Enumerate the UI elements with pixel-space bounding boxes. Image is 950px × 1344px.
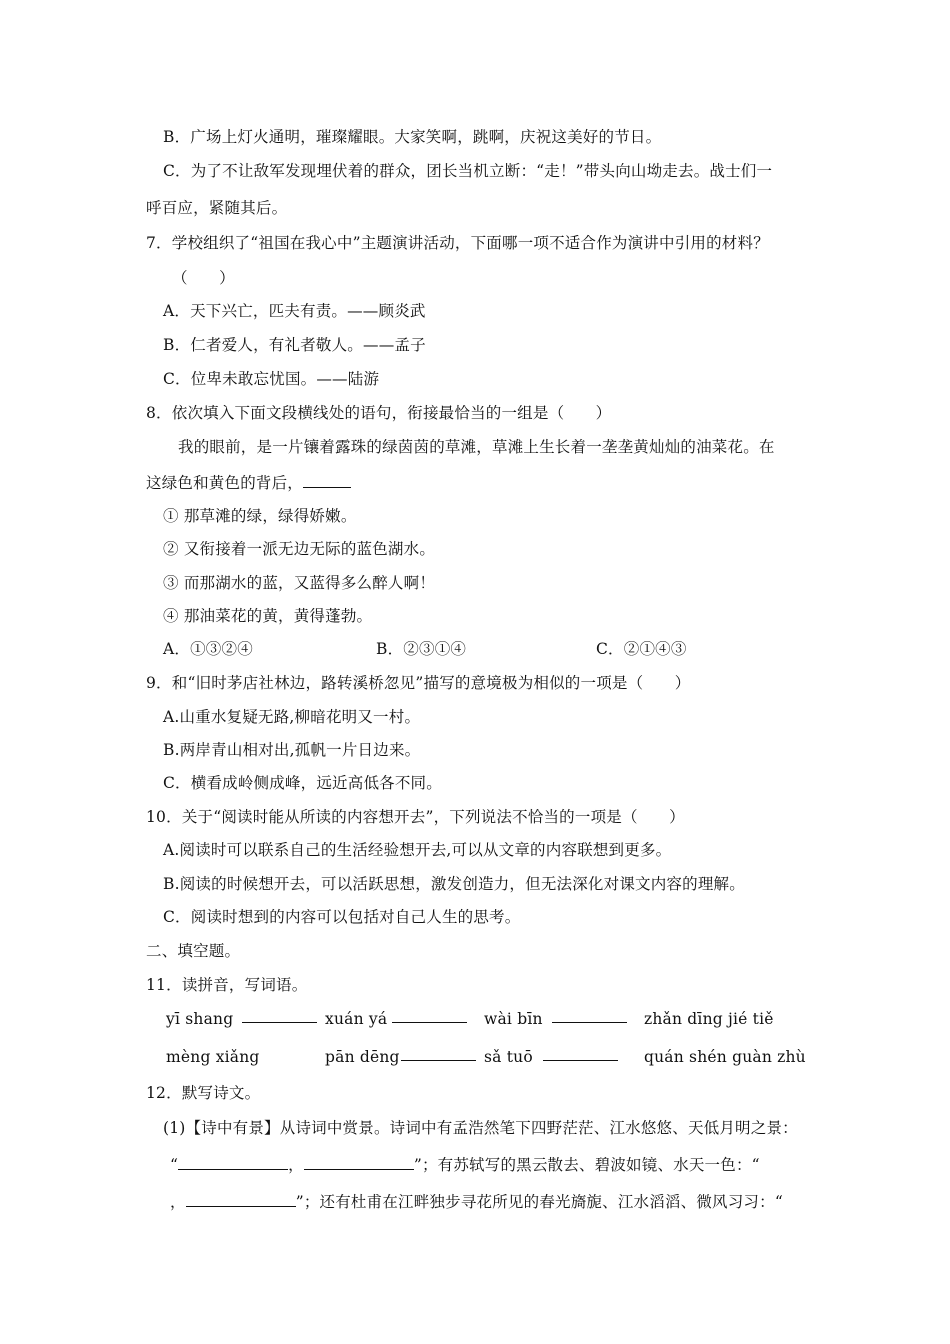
q9-option-a: A.山重水复疑无路,柳暗花明又一村。 <box>163 708 421 726</box>
q12-blank-3[interactable] <box>186 1190 296 1207</box>
q11-pinyin-4: zhǎn dīng jié tiě <box>644 1010 774 1028</box>
q12-line3-rest: ”；还有杜甫在江畔独步寻花所见的春光旖旎、江水滔滔、微风习习：“ <box>295 1193 783 1211</box>
q8-blank[interactable] <box>303 471 351 488</box>
q12-line1: (1)【诗中有景】从诗词中赏景。诗词中有孟浩然笔下四野茫茫、江水悠悠、天低月明之景： <box>163 1119 798 1137</box>
q8-option-b: B．②③①④ <box>376 640 467 658</box>
q12-line2-rest: ”；有苏轼写的黑云散去、碧波如镜、水天一色：“ <box>413 1156 760 1174</box>
q8-item-1: ① 那草滩的绿，绿得娇嫩。 <box>163 507 357 525</box>
q7-option-c: C．位卑未敢忘忧国。——陆游 <box>163 370 380 388</box>
q8-item-2: ② 又衔接着一派无边无际的蓝色湖水。 <box>163 540 436 558</box>
q9-option-c: C．横看成岭侧成峰，远近高低各不同。 <box>163 774 442 792</box>
q7-answer-paren: （ ） <box>172 269 235 287</box>
q12-stem: 12．默写诗文。 <box>146 1084 261 1102</box>
q12-blank-1[interactable] <box>178 1153 288 1170</box>
q11-stem: 11．读拼音，写词语。 <box>146 976 308 994</box>
q8-stem: 8．依次填入下面文段横线处的语句，衔接最恰当的一组是（ ） <box>146 404 612 422</box>
q11-answer-blank-7[interactable] <box>543 1044 618 1061</box>
q12-line2 <box>170 1153 760 1176</box>
q7-option-a: A．天下兴亡，匹夫有责。——顾炎武 <box>163 302 426 320</box>
q6-option-c-line2: 呼百应，紧随其后。 <box>146 199 288 217</box>
q6-option-c-line1: C．为了不让敌军发现埋伏着的群众，团长当机立断：“走！”带头向山坳走去。战士们一 <box>163 162 773 180</box>
q8-option-a: A．①③②④ <box>163 640 253 658</box>
q11-answer-blank-1[interactable] <box>242 1006 317 1023</box>
q11-pinyin-3: wài bīn <box>484 1010 543 1028</box>
q8-passage-line1: 我的眼前，是一片镶着露珠的绿茵茵的草滩，草滩上生长着一垄垄黄灿灿的油菜花。在 <box>178 438 775 456</box>
q12-comma-1: ， <box>288 1156 304 1174</box>
q6-option-b: B．广场上灯火通明，璀璨耀眼。大家笑啊，跳啊，庆祝这美好的节日。 <box>163 128 662 146</box>
q11-pinyin-5: mèng xiǎng <box>166 1048 260 1066</box>
q10-option-a: A.阅读时可以联系自己的生活经验想开去,可以从文章的内容联想到更多。 <box>163 841 672 859</box>
q12-quote-open: “ <box>170 1156 179 1174</box>
q11-pinyin-7: sǎ tuō <box>484 1048 533 1066</box>
q11-pinyin-1: yī shang <box>166 1010 234 1028</box>
q8-option-c: C．②①④③ <box>596 640 687 658</box>
q11-answer-blank-2[interactable] <box>392 1006 467 1023</box>
q11-pinyin-2: xuán yá <box>325 1010 388 1028</box>
q10-stem: 10．关于“阅读时能从所读的内容想开去”，下列说法不恰当的一项是（ ） <box>146 808 685 826</box>
q10-option-c: C．阅读时想到的内容可以包括对自己人生的思考。 <box>163 908 521 926</box>
q8-passage-text: 这绿色和黄色的背后， <box>146 474 304 492</box>
q12-comma-2: ， <box>170 1193 186 1211</box>
q11-answer-blank-6[interactable] <box>401 1044 476 1061</box>
q11-answer-blank-3[interactable] <box>552 1006 627 1023</box>
section-2-title: 二、填空题。 <box>146 942 241 960</box>
q11-pinyin-6: pān dēng <box>325 1048 400 1066</box>
q8-item-3: ③ 而那湖水的蓝，又蓝得多么醉人啊！ <box>163 574 436 592</box>
q12-blank-2[interactable] <box>304 1153 414 1170</box>
q9-stem: 9．和“旧时茅店社林边，路转溪桥忽见”描写的意境极为相似的一项是（ ） <box>146 674 691 692</box>
q7-stem: 7．学校组织了“祖国在我心中”主题演讲活动，下面哪一项不适合作为演讲中引用的材料？ <box>146 234 769 252</box>
q12-line3 <box>170 1190 783 1213</box>
q8-passage-line2 <box>146 471 351 494</box>
q11-pinyin-8: quán shén guàn zhù <box>644 1048 806 1066</box>
q10-option-b: B.阅读的时候想开去，可以活跃思想，激发创造力，但无法深化对课文内容的理解。 <box>163 875 745 893</box>
q8-item-4: ④ 那油菜花的黄，黄得蓬勃。 <box>163 607 373 625</box>
q7-option-b: B．仁者爱人，有礼者敬人。——孟子 <box>163 336 426 354</box>
q9-option-b: B.两岸青山相对出,孤帆一片日边来。 <box>163 741 421 759</box>
